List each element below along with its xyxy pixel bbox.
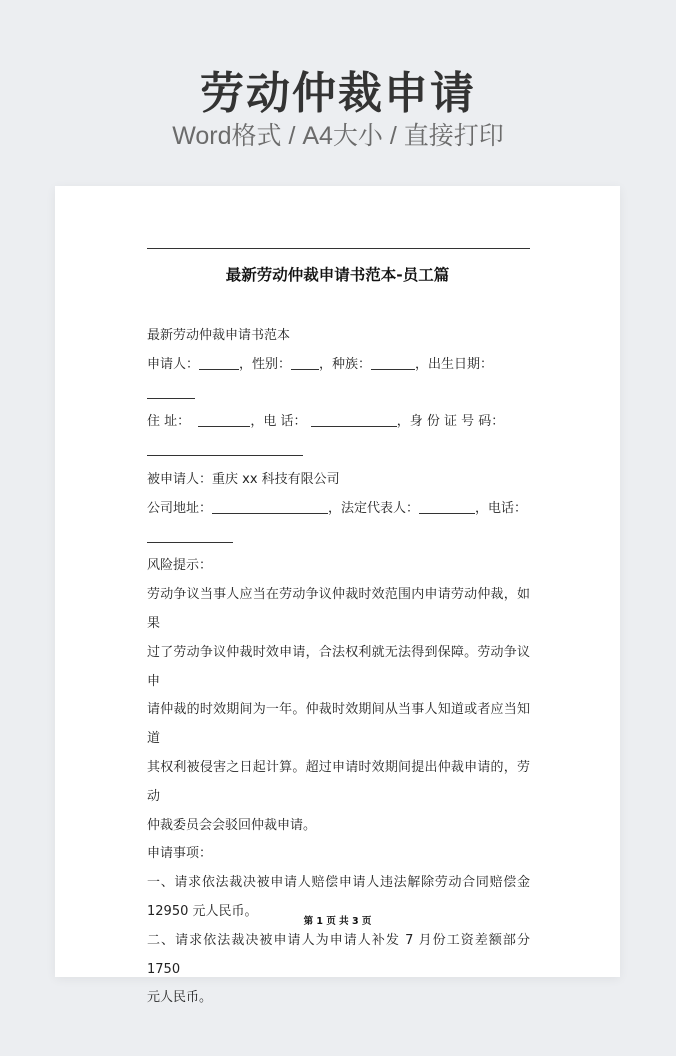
respondent-name: 重庆 xx 科技有限公司 <box>212 471 340 487</box>
document-body <box>147 322 530 1013</box>
risk-line: 过了劳动争议仲裁时效申请，合法权利就无法得到保障。劳动争议申 <box>147 644 530 689</box>
claim-1-line: 一、请求依法裁决被申请人赔偿申请人违法解除劳动合同赔偿金 <box>147 875 530 891</box>
company-phone-label: ，电话： <box>475 500 528 516</box>
risk-line: 仲裁委员会会驳回仲裁申请。 <box>147 817 317 833</box>
header-rule <box>147 248 530 249</box>
gender-label: ，性别： <box>239 356 292 372</box>
claim-1-line: 12950 元人民币。 <box>147 903 258 919</box>
applicant-name-blank <box>199 355 239 370</box>
hero-subtitle: Word格式 / A4大小 / 直接打印 <box>172 122 504 150</box>
company-address-label: 公司地址： <box>147 500 213 516</box>
claims-heading: 申请事项： <box>147 846 213 862</box>
ethnicity-blank <box>371 355 415 370</box>
hero-title: 劳动仲裁申请 <box>200 68 476 119</box>
company-address-blank <box>212 499 328 514</box>
birth-blank <box>147 384 195 399</box>
risk-heading: 风险提示： <box>147 558 213 574</box>
company-phone-blank <box>147 528 233 543</box>
company-address-line <box>147 495 530 524</box>
ethnicity-label: ，种族： <box>319 356 372 372</box>
address-label: 住 址： <box>147 414 191 430</box>
respondent-line <box>147 466 530 495</box>
id-label: ，身 份 证 号 码： <box>396 414 505 430</box>
claim-2-line: 元人民币。 <box>147 990 213 1006</box>
risk-line: 请仲裁的时效期间为一年。仲裁时效期间从当事人知道或者应当知道 <box>147 702 530 747</box>
risk-line: 劳动争议当事人应当在劳动争议仲裁时效范围内申请劳动仲裁，如果 <box>147 587 530 631</box>
phone-blank <box>311 412 397 427</box>
company-phone-blank-line <box>147 524 530 553</box>
applicant-line <box>147 351 530 409</box>
address-blank <box>198 412 250 427</box>
document-page <box>55 186 620 1006</box>
phone-label: ，电 话： <box>250 414 307 430</box>
birth-label: ，出生日期： <box>415 356 494 372</box>
intro-line: 最新劳动仲裁申请书范本 <box>147 328 291 343</box>
page-number-footer: 第 1 页 共 3 页 <box>303 916 372 927</box>
applicant-label: 申请人： <box>147 356 200 372</box>
risk-line: 其权利被侵害之日起计算。超过申请时效期间提出仲裁申请的，劳动 <box>147 759 530 804</box>
legal-rep-blank <box>419 499 475 514</box>
claim-2-line: 二、请求依法裁决被申请人为申请人补发 7 月份工资差额部分 1750 <box>147 932 530 977</box>
respondent-label: 被申请人： <box>147 471 213 487</box>
id-number-blank <box>147 441 303 456</box>
legal-rep-label: ，法定代表人： <box>328 500 420 516</box>
gender-blank <box>291 355 319 370</box>
document-title: 最新劳动仲裁申请书范本-员工篇 <box>225 266 450 284</box>
address-line <box>147 408 530 437</box>
id-blank-line <box>147 437 530 466</box>
